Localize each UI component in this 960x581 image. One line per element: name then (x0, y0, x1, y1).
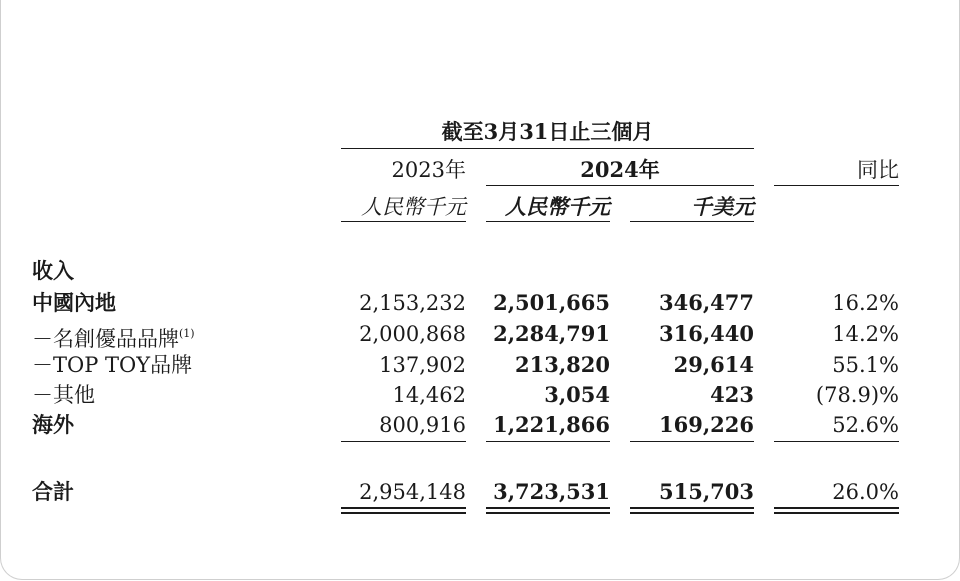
total-double-line-2023-b (341, 512, 466, 514)
cell-2024-rmb: 1,221,866 (493, 412, 610, 437)
year-2024-underline (486, 185, 754, 186)
cell-2023: 2,000,868 (359, 322, 466, 346)
cell-2024-usd: 423 (710, 382, 754, 407)
cell-2024-rmb: 213,820 (515, 352, 610, 377)
cell-2023: 2,153,232 (359, 291, 466, 315)
subtotal-underline-2023 (341, 441, 466, 442)
row-label: 中國內地 (32, 290, 116, 315)
row-label: 海外 (32, 412, 74, 437)
cell-2023: 137,902 (379, 353, 466, 377)
subtotal-underline-yoy (774, 441, 899, 442)
cell-yoy: (78.9)% (815, 383, 899, 407)
footnote-marker: (1) (179, 327, 195, 340)
year-2023-heading: 2023年 (391, 158, 466, 182)
total-double-line-yoy-b (774, 512, 899, 514)
total-double-line-2023-a (341, 507, 466, 509)
yoy-heading: 同比 (857, 158, 899, 182)
cell-yoy: 14.2% (832, 322, 899, 346)
period-underline (341, 148, 754, 149)
row-label (32, 322, 195, 351)
cell-2024-usd: 346,477 (659, 290, 754, 315)
row-label: －其他 (32, 383, 95, 407)
unit-2024-usd: 千美元 (691, 194, 754, 219)
unit-2024-rmb-underline (486, 221, 610, 222)
total-double-line-2024-usd-b (630, 512, 754, 514)
cell-2024-rmb: 3,054 (544, 382, 610, 407)
subtotal-underline-2024-usd (630, 441, 754, 442)
total-double-line-2024-usd-a (630, 507, 754, 509)
total-yoy: 26.0% (832, 480, 899, 504)
cell-yoy: 55.1% (832, 353, 899, 377)
cell-2024-usd: 316,440 (659, 321, 754, 346)
total-2024-usd: 515,703 (659, 479, 754, 504)
cell-2024-rmb: 2,284,791 (493, 321, 610, 346)
total-label: 合計 (32, 479, 74, 504)
unit-2023-underline (341, 221, 466, 222)
total-2024-rmb: 3,723,531 (493, 479, 610, 504)
cell-2024-usd: 169,226 (659, 412, 754, 437)
total-double-line-2024-rmb-b (486, 512, 610, 514)
total-double-line-yoy-a (774, 507, 899, 509)
cell-2024-rmb: 2,501,665 (493, 290, 610, 315)
cell-yoy: 52.6% (832, 413, 899, 437)
period-heading: 截至3月31日止三個月 (441, 119, 654, 144)
unit-2023: 人民幣千元 (361, 195, 466, 219)
total-2023: 2,954,148 (359, 480, 466, 504)
section-label-revenue: 收入 (32, 258, 74, 283)
yoy-underline (774, 185, 899, 186)
unit-2024-rmb: 人民幣千元 (505, 194, 610, 219)
year-2024-heading: 2024年 (580, 157, 660, 182)
cell-2024-usd: 29,614 (673, 352, 754, 377)
cell-yoy: 16.2% (832, 291, 899, 315)
cell-2023: 14,462 (392, 383, 466, 407)
subtotal-underline-2024-rmb (486, 441, 610, 442)
row-label-text: －名創優品品牌 (32, 327, 179, 351)
cell-2023: 800,916 (379, 413, 466, 437)
total-double-line-2024-rmb-a (486, 507, 610, 509)
row-label: －TOP TOY品牌 (32, 353, 193, 377)
unit-2024-usd-underline (630, 221, 754, 222)
